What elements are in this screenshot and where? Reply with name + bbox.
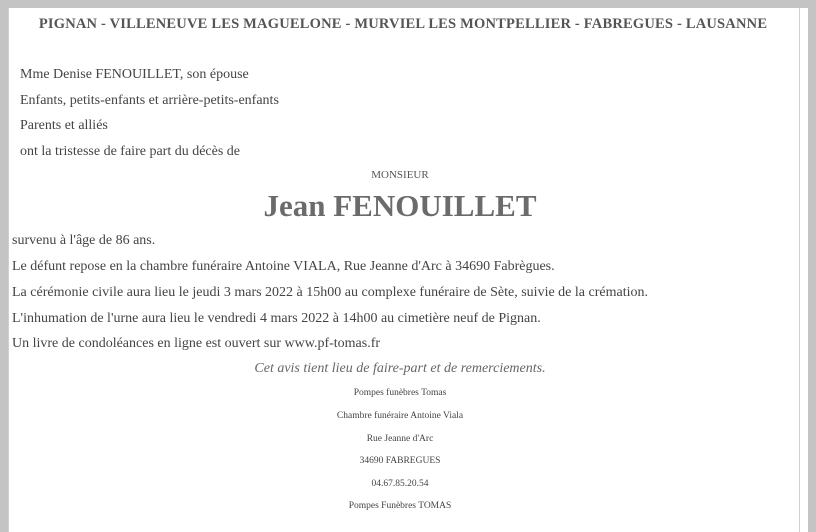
footer-phone: 04.67.85.20.54 <box>371 479 429 489</box>
footer-line: Pompes funèbres Tomas <box>353 388 447 398</box>
family-line: Mme Denise FENOUILLET, son épouse <box>20 67 249 82</box>
acknowledgement-note: Cet avis tient lieu de faire-part et de remerciements. <box>254 361 546 376</box>
family-line: ont la tristesse de faire part du décès de <box>20 144 241 159</box>
footer-line: Chambre funéraire Antoine Viala <box>336 411 464 421</box>
detail-line: Le défunt repose en la chambre funéraire Antoine VIALA, Rue Jeanne d'Arc à 34690 Fabrègues. <box>12 259 555 274</box>
detail-line: survenu à l'âge de 86 ans. <box>12 233 156 248</box>
deceased-name: Jean FENOUILLET <box>263 188 537 223</box>
family-line: Enfants, petits-enfants et arrière-petits-enfants <box>20 93 279 108</box>
detail-line: L'inhumation de l'urne aura lieu le vendredi 4 mars 2022 à 14h00 au cimetière neuf de Pignan. <box>12 311 541 326</box>
footer-line: Rue Jeanne d'Arc <box>366 434 434 444</box>
footer-line: Pompes Funèbres TOMAS <box>348 501 452 511</box>
family-line: Parents et alliés <box>20 118 108 133</box>
deceased-title: MONSIEUR <box>371 169 429 181</box>
detail-line: Un livre de condoléances en ligne est ouvert sur www.pf-tomas.fr <box>12 336 381 351</box>
towns-heading: PIGNAN - VILLENEUVE LES MAGUELONE - MURVIEL LES MONTPELLIER - FABREGUES - LAUSANNE <box>38 16 768 32</box>
detail-line: La cérémonie civile aura lieu le jeudi 3 mars 2022 à 15h00 au complexe funéraire de Sète, suivie de la crémation. <box>12 285 648 300</box>
footer-line: 34690 FABREGUES <box>359 456 441 466</box>
